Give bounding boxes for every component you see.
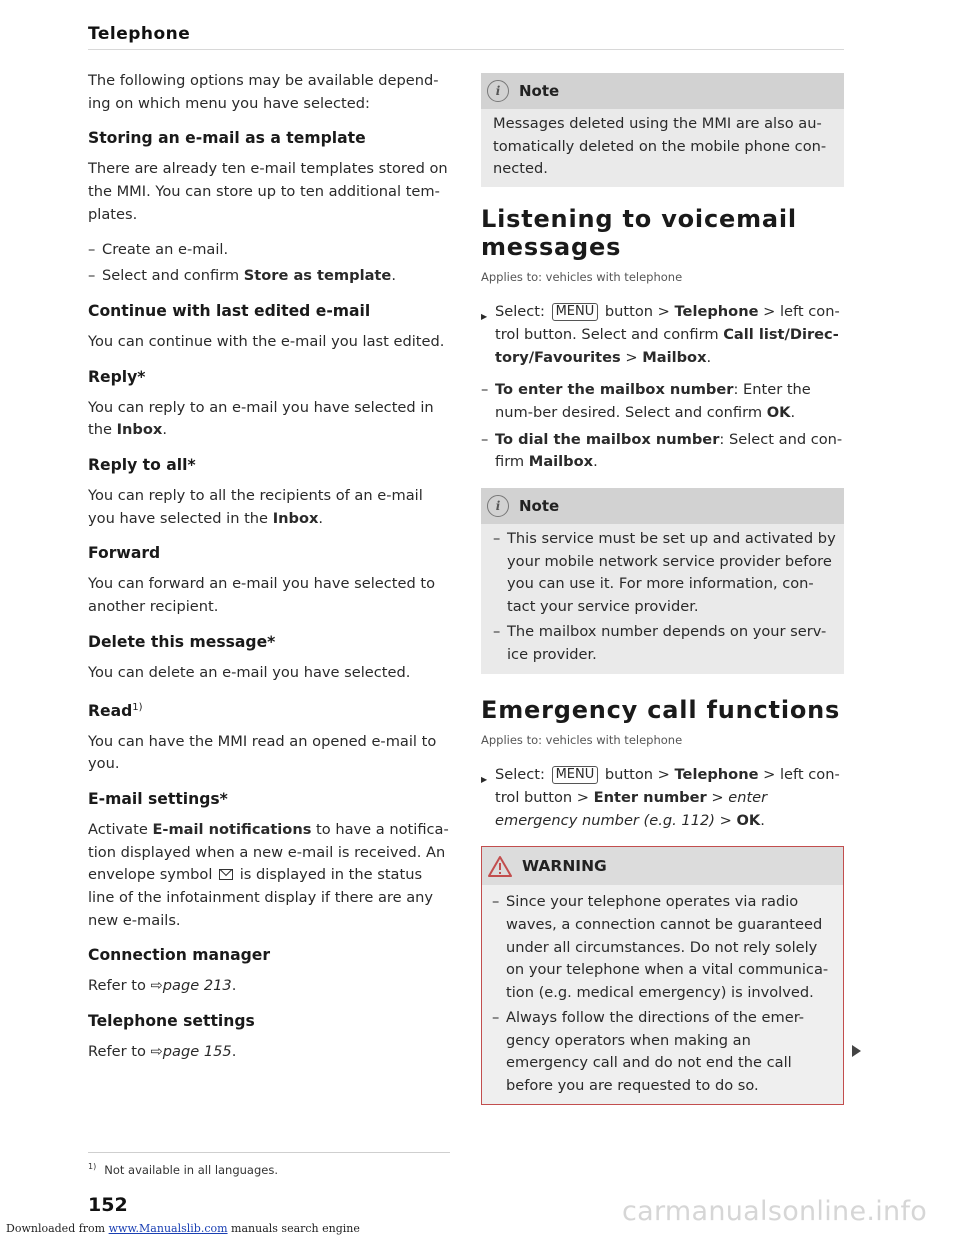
store-template-text: There are already ten e-mail templates stored on the MMI. You can store up to ten additional tem-plates. <box>88 160 448 223</box>
heading-email-settings: E-mail settings* <box>88 789 228 808</box>
note-body: Messages deleted using the MMI are also au-tomatically deleted on the mobile phone con-nected. <box>493 115 827 178</box>
menu-option-enter-number: Enter number <box>593 788 707 806</box>
manualslib-link[interactable]: www.Manualslib.com <box>108 1222 228 1235</box>
menu-option-mailbox: Mailbox <box>528 453 594 471</box>
header-divider <box>88 49 844 50</box>
emergency-step <box>481 764 844 832</box>
voicemail-dial-number <box>481 429 844 474</box>
page-header-title: Telephone <box>88 24 191 44</box>
download-text: Downloaded from <box>6 1222 109 1235</box>
page-reference-link[interactable]: ⇨page 213 <box>150 977 232 995</box>
refer-text: Refer to <box>88 1043 151 1061</box>
note-header <box>481 73 844 109</box>
step-text-end: . <box>391 267 396 285</box>
enter-mailbox-text-end: . <box>790 403 796 421</box>
email-settings-text <box>88 819 450 933</box>
right-column <box>481 73 844 1105</box>
heading-store-template: Storing an e-mail as a template <box>88 129 366 148</box>
continue-arrow-icon <box>852 1045 861 1057</box>
footnote-text: Not available in all languages. <box>104 1163 279 1177</box>
step-text: > <box>714 811 737 829</box>
step-text: > <box>706 788 729 806</box>
read-text: You can have the MMI read an opened e-mail to you. <box>88 732 437 773</box>
step-text: button > <box>600 766 675 784</box>
refer-text-end: . <box>231 977 237 995</box>
step-text: Select: <box>495 303 550 321</box>
reply-text-start: You can reply to an e-mail you have selected in the <box>88 398 434 439</box>
forward-text: You can forward an e-mail you have selected to another recipient. <box>88 575 436 616</box>
heading-delete: Delete this message* <box>88 632 276 651</box>
enter-mailbox-label: To enter the mailbox number <box>495 381 734 399</box>
heading-continue-last: Continue with last edited e-mail <box>88 301 371 320</box>
step-text: > left con-trol button > <box>495 766 840 806</box>
heading-connection-manager: Connection manager <box>88 946 271 965</box>
footnote-marker: 1) <box>88 1162 97 1171</box>
download-text-end: manuals search engine <box>227 1222 360 1235</box>
footnote-marker: 1) <box>132 701 143 713</box>
menu-option-telephone: Telephone <box>674 303 759 321</box>
step-text: button > <box>600 303 675 321</box>
menu-key: MENU <box>552 766 599 784</box>
watermark: carmanualsonline.info <box>622 1196 928 1227</box>
menu-option-ok: OK <box>736 811 761 829</box>
note-box-mmi <box>481 73 844 187</box>
info-icon: i <box>487 495 509 517</box>
note-body <box>481 524 844 674</box>
applies-to-emergency: Applies to: vehicles with telephone <box>481 733 683 748</box>
step-text: Select and confirm <box>102 267 244 285</box>
page-number: 152 <box>88 1194 128 1216</box>
delete-text: You can delete an e-mail you have selected. <box>88 663 411 681</box>
step-text-end: . <box>706 348 712 366</box>
info-icon: i <box>487 80 509 102</box>
store-template-step-2 <box>88 265 450 288</box>
inbox-label: Inbox <box>116 421 163 439</box>
applies-to-voicemail: Applies to: vehicles with telephone <box>481 270 683 285</box>
telephone-settings-text <box>88 1041 450 1064</box>
note-label: Note <box>519 496 560 515</box>
section-title-emergency: Emergency call functions <box>481 696 841 725</box>
continue-last-text: You can continue with the e-mail you last edited. <box>88 332 445 350</box>
refer-text: Refer to <box>88 977 151 995</box>
download-attribution <box>6 1222 360 1235</box>
step-text: Select: <box>495 766 550 784</box>
step-text: > <box>620 348 643 366</box>
reply-all-text-start: You can reply to all the recipients of an e-mail you have selected in the <box>88 487 423 527</box>
store-template-step-1: – Create an e-mail. <box>88 239 450 262</box>
note-item-1: – This service must be set up and activated by your mobile network service provider before you can use it. For more information, con-tact your service provider. <box>493 528 836 619</box>
email-settings-text-end: is displayed in the status line of the infotainment display if there are any new e-mails. <box>88 866 434 929</box>
warning-item-2: – Always follow the directions of the emer-gency operators when making an emergency call and do not end the call before you are requested to do so. <box>492 1007 833 1098</box>
envelope-icon <box>219 869 233 880</box>
voicemail-enter-number <box>481 379 844 424</box>
section-title-voicemail: Listening to voicemail messages <box>481 205 797 262</box>
note-label: Note <box>519 81 560 100</box>
heading-reply-all: Reply to all* <box>88 456 196 475</box>
step-text-end: . <box>760 811 765 829</box>
menu-option-email-notifications: E-mail notifications <box>152 820 312 838</box>
warning-label: WARNING <box>522 857 607 875</box>
footnote-divider <box>88 1152 450 1153</box>
reply-all-text <box>88 485 450 530</box>
refer-text-end: . <box>231 1043 237 1061</box>
connection-manager-text <box>88 975 450 998</box>
page-reference-link[interactable]: ⇨page 155 <box>150 1043 232 1061</box>
menu-option-call-list: Call list/Direc-tory/Favourites <box>495 325 839 366</box>
menu-option-telephone: Telephone <box>674 766 759 784</box>
email-settings-text-start: Activate <box>88 820 153 838</box>
warning-header <box>482 847 843 885</box>
voicemail-step <box>481 301 844 369</box>
inbox-label: Inbox <box>272 509 319 527</box>
email-settings-text-mid: to have a notifica-tion displayed when a new e-mail is received. An envelope symbol <box>88 820 449 884</box>
enter-mailbox-text: : Enter the num-ber desired. Select and confirm <box>495 381 811 421</box>
reply-text-end: . <box>162 421 167 439</box>
menu-key: MENU <box>552 303 599 321</box>
heading-read <box>88 697 450 722</box>
heading-read-label: Read <box>88 701 133 720</box>
note-header <box>481 488 844 524</box>
step-text: > left con-trol button. Select and confirm <box>495 303 840 343</box>
dial-mailbox-text: : Select and con-firm <box>495 430 843 471</box>
emergency-number-hint: enter emergency number (e.g. 112) <box>495 788 768 829</box>
menu-option-mailbox: Mailbox <box>642 348 707 366</box>
dial-mailbox-text-end: . <box>593 453 598 471</box>
menu-option-store-as-template: Store as template <box>243 267 392 285</box>
note-box-voicemail <box>481 488 844 674</box>
warning-triangle-icon <box>488 855 512 877</box>
footnote <box>88 1162 278 1177</box>
left-column <box>88 70 450 1076</box>
heading-telephone-settings: Telephone settings <box>88 1012 255 1031</box>
menu-option-ok: OK <box>766 403 791 421</box>
intro-text: The following options may be available depend-ing on which menu you have selected: <box>88 72 439 112</box>
reply-text <box>88 397 450 442</box>
dial-mailbox-label: To dial the mailbox number <box>495 430 720 448</box>
warning-item-1: – Since your telephone operates via radio waves, a connection cannot be guaranteed under all circumstances. Do not rely solely on your telephone when a vital communica-tion (e.g. medical emergency) is involved. <box>492 891 833 1005</box>
heading-reply: Reply* <box>88 367 146 386</box>
heading-forward: Forward <box>88 544 161 563</box>
warning-body <box>482 885 843 1103</box>
reply-all-text-end: . <box>318 509 324 527</box>
warning-box <box>481 846 844 1104</box>
note-item-2: – The mailbox number depends on your serv-ice provider. <box>493 621 836 666</box>
